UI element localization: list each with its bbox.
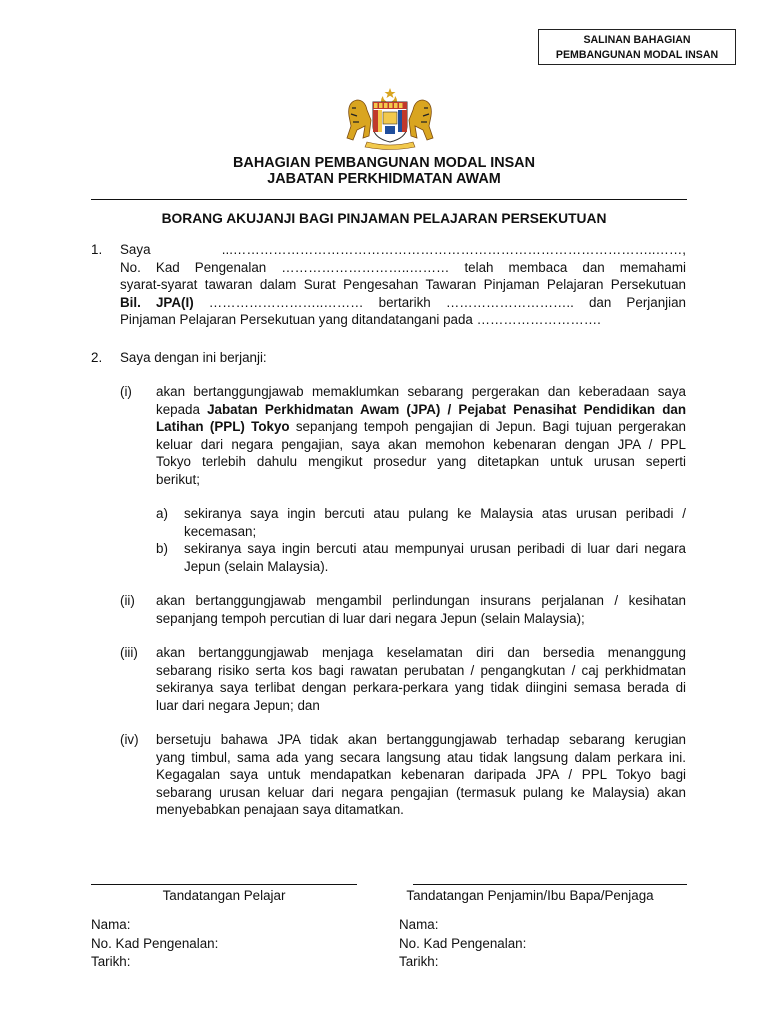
sub-line: sekiranya saya ingin bercuti atau pulang ke Malaysia atas urusan peribadi / <box>184 506 686 521</box>
guarantor-name-field[interactable]: Nama: <box>399 917 439 932</box>
item-1-line: Pinjaman Pelajaran Persekutuan yang ditandatangani pada ………………………. <box>120 312 601 328</box>
copy-label-line2: PEMBANGUNAN MODAL INSAN <box>555 49 719 61</box>
student-signature-label: Tandatangan Pelajar <box>162 888 286 903</box>
separator: / <box>440 401 459 417</box>
clause-iii-text <box>156 644 686 714</box>
guarantor-details <box>399 916 526 972</box>
clause-i-text <box>156 383 686 489</box>
item-1-line <box>120 294 686 312</box>
department-name: JABATAN PERKHIDMATAN AWAM <box>267 171 501 187</box>
item-1-line: No. Kad Pengenalan ………………………..……… telah membaca dan memahami <box>120 259 686 275</box>
guarantor-signature-label: Tandatangan Penjamin/Ibu Bapa/Penjaga <box>406 888 654 903</box>
copy-label-box <box>538 29 736 65</box>
student-signature-line[interactable] <box>91 884 357 885</box>
clause-iv-label: (iv) <box>120 732 139 747</box>
clause-line <box>156 418 686 436</box>
clause-line: Kegagalan saya untuk mendapatkan kebenaran daripada JPA / PPL Tokyo bagi <box>156 767 686 783</box>
clause-line: yang timbul, sama ada yang secara langsung atau tidak langsung dalam perkara ini. <box>156 749 686 765</box>
sub-line: sekiranya saya ingin bercuti atau mempunyai urusan peribadi di luar dari negara <box>184 541 686 556</box>
clause-line: sebarang urusan keluar dari negara pengajian (termasuk pulang ke Malaysia) akan <box>156 784 686 800</box>
clause-line: keluar dari negara pengajian, saya akan memohon kebenaran dengan JPA / PPL <box>156 436 686 452</box>
clause-text: kepada <box>156 401 208 417</box>
clause-line: akan bertanggungjawab mengambil perlindungan insurans perjalanan / kesihatan <box>156 593 686 608</box>
copy-label-line1: SALINAN BAHAGIAN <box>583 34 691 46</box>
header-divider <box>91 199 687 200</box>
agency-name: BAHAGIAN PEMBANGUNAN MODAL INSAN <box>233 155 535 171</box>
reference-label: Bil. JPA(I) <box>120 294 194 310</box>
item-2-intro: Saya dengan ini berjanji: <box>120 350 267 365</box>
clause-line: berikut; <box>156 471 200 487</box>
clause-iii-label: (iii) <box>120 645 138 660</box>
clause-line: akan bertanggungjawab memaklumkan sebarang pergerakan dan keberadaan saya <box>156 384 686 399</box>
guarantor-ic-field[interactable]: No. Kad Pengenalan: <box>399 935 527 951</box>
clause-line: Tokyo terlebih dahulu mengikut prosedur yang ditetapkan untuk urusan seperti <box>156 454 686 470</box>
sub-a-label: a) <box>156 506 168 521</box>
clause-ii-label: (ii) <box>120 593 135 608</box>
jpa-name: Jabatan Perkhidmatan Awam (JPA) <box>207 401 441 417</box>
coat-of-arms-icon <box>343 86 437 150</box>
student-ic-field[interactable]: No. Kad Pengenalan: <box>91 935 219 951</box>
clause-line: sekiranya saya terlibat dengan perkara-perkara yang tidak diingini semasa berada di <box>156 680 686 696</box>
clause-text: sepanjang tempoh pengajian di Jepun. Bagi tujuan pergerakan <box>289 419 687 435</box>
clause-i-label: (i) <box>120 384 132 399</box>
item-1-text <box>120 241 686 329</box>
ppl-name-cont: Latihan (PPL) Tokyo <box>156 419 290 435</box>
student-date-field[interactable]: Tarikh: <box>91 954 131 969</box>
clause-line <box>156 401 686 419</box>
clause-line: bersetuju bahawa JPA tidak akan bertanggungjawab terhadap sebarang kerugian <box>156 732 686 747</box>
item-1-number: 1. <box>91 242 103 257</box>
item-1-line: Saya ...…………………………………………………………………………………..……, <box>120 242 686 257</box>
clause-line: luar dari negara Jepun; dan <box>156 697 320 713</box>
clause-line: akan bertanggungjawab menjaga keselamatan diri dan bersedia menanggung <box>156 645 686 660</box>
item-2-number: 2. <box>91 350 103 365</box>
sub-a-text <box>184 505 686 540</box>
sub-b-label: b) <box>156 541 168 556</box>
item-1-line: syarat-syarat tawaran dalam Surat Pengesahan Tawaran Pinjaman Pelajaran Persekutuan <box>120 277 686 293</box>
clause-line: sepanjang tempoh percutian di luar dari negara Jepun (selain Malaysia); <box>156 610 585 626</box>
guarantor-signature-line[interactable] <box>413 884 687 885</box>
student-details <box>91 916 218 972</box>
item-1-line-rest: ……………………..……… bertarikh ……………………….. dan Perjanjian <box>193 294 686 310</box>
sub-line: kecemasan; <box>184 523 257 539</box>
sub-b-text <box>184 540 686 575</box>
form-title: BORANG AKUJANJI BAGI PINJAMAN PELAJARAN PERSEKUTUAN <box>161 211 607 226</box>
guarantor-date-field[interactable]: Tarikh: <box>399 954 439 969</box>
clause-iv-text <box>156 731 686 819</box>
clause-ii-text <box>156 592 686 627</box>
clause-line: menyebabkan penajaan saya ditamatkan. <box>156 802 404 818</box>
student-name-field[interactable]: Nama: <box>91 917 131 932</box>
clause-line: sebarang risiko serta kos bagi rawatan perubatan / pengangkutan / caj perkhidmatan <box>156 662 686 678</box>
sub-line: Jepun (selain Malaysia). <box>184 558 329 574</box>
ppl-name: Pejabat Penasihat Pendidikan dan <box>458 401 687 417</box>
